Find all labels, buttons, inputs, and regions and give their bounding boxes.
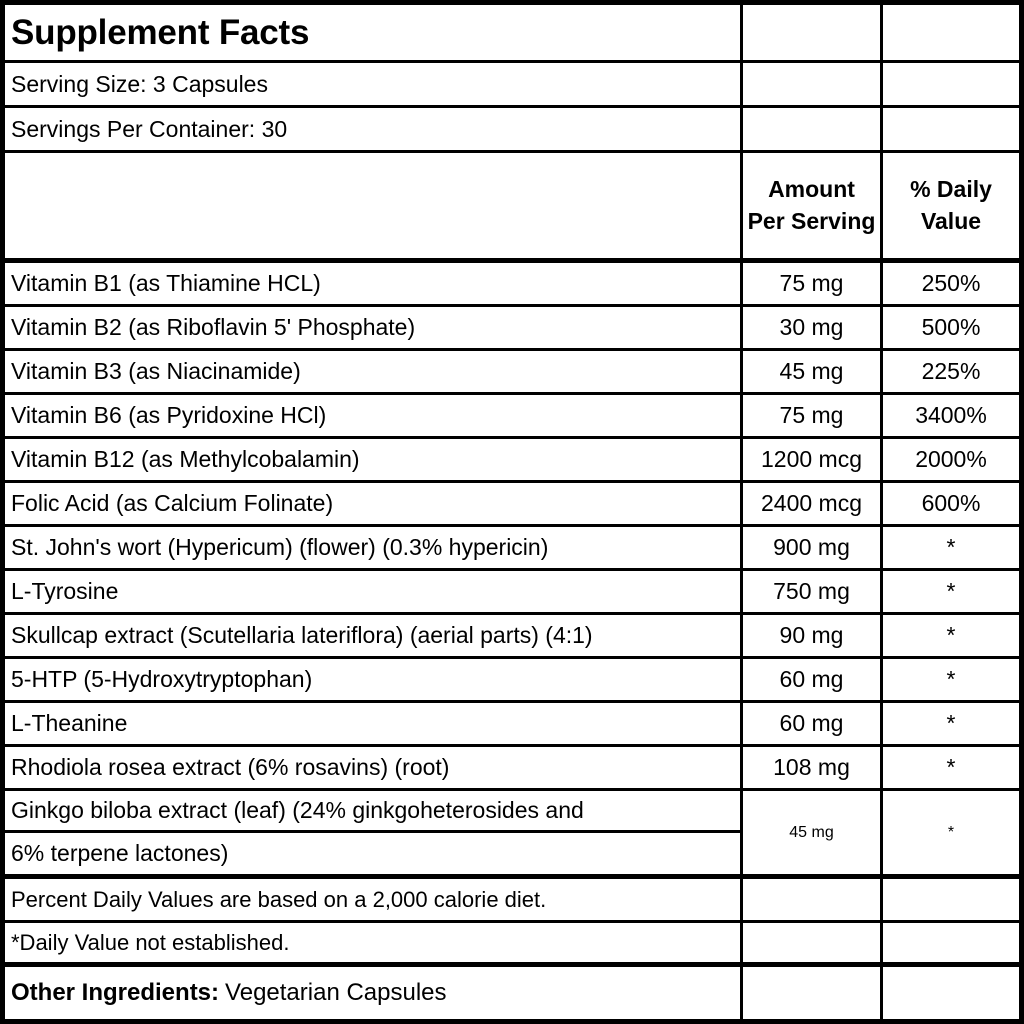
- ingredient-amount: 75 mg: [740, 395, 880, 436]
- ingredient-name: L-Tyrosine: [11, 578, 119, 604]
- daily-value-header: [880, 153, 1019, 258]
- ingredient-amount: 900 mg: [740, 527, 880, 568]
- ingredient-daily-value: 600%: [880, 483, 1019, 524]
- table-row: [5, 307, 1019, 351]
- ingredient-amount: 45 mg: [740, 791, 880, 874]
- ingredient-amount: 30 mg: [740, 307, 880, 348]
- other-ingredients-label: Other Ingredients:: [11, 979, 220, 1006]
- servings-amount-cell: [740, 108, 880, 150]
- footnote-dv-cell: [880, 879, 1019, 920]
- dv-not-established-note: *Daily Value not established.: [11, 929, 290, 955]
- table-row: [5, 263, 1019, 307]
- ingredient-amount: 108 mg: [740, 747, 880, 788]
- other-ingredients-amount-cell: [740, 967, 880, 1019]
- table-row: [5, 747, 1019, 791]
- table-row: [5, 351, 1019, 395]
- ingredient-name: Folic Acid (as Calcium Folinate): [11, 490, 334, 516]
- ingredient-name: L-Theanine: [11, 710, 128, 736]
- ingredient-name: Vitamin B12 (as Methylcobalamin): [11, 446, 360, 472]
- title-row-dv-cell: [880, 5, 1019, 60]
- table-row: [5, 439, 1019, 483]
- ingredient-name: Vitamin B3 (as Niacinamide): [11, 358, 301, 384]
- column-header-blank-cell: [5, 153, 740, 258]
- ingredient-amount: 90 mg: [740, 615, 880, 656]
- ingredient-daily-value: *: [880, 659, 1019, 700]
- ingredient-amount: 60 mg: [740, 703, 880, 744]
- ingredient-daily-value: 3400%: [880, 395, 1019, 436]
- percent-daily-values-note: Percent Daily Values are based on a 2,000 calorie diet.: [11, 886, 547, 912]
- ingredient-daily-value: *: [880, 615, 1019, 656]
- ingredient-daily-value: 250%: [880, 263, 1019, 304]
- ingredient-amount: 2400 mcg: [740, 483, 880, 524]
- column-header-row: [5, 153, 1019, 263]
- ingredient-daily-value: *: [880, 791, 1019, 874]
- ingredient-daily-value: *: [880, 703, 1019, 744]
- ingredient-amount: 60 mg: [740, 659, 880, 700]
- table-row: [5, 483, 1019, 527]
- servings-dv-cell: [880, 108, 1019, 150]
- amount-header-line1: Amount: [768, 175, 855, 202]
- footnote2-dv-cell: [880, 923, 1019, 962]
- servings-per-container-text: Servings Per Container: 30: [11, 115, 288, 142]
- ingredient-daily-value: *: [880, 747, 1019, 788]
- serving-size-dv-cell: [880, 63, 1019, 105]
- ingredient-name-multiline: [5, 791, 740, 874]
- ingredient-name: 5-HTP (5-Hydroxytryptophan): [11, 666, 313, 692]
- other-ingredients-row: [5, 967, 1019, 1019]
- serving-size-row: [5, 63, 1019, 108]
- ingredient-amount: 75 mg: [740, 263, 880, 304]
- servings-per-container-row: [5, 108, 1019, 153]
- other-ingredients-dv-cell: [880, 967, 1019, 1019]
- footnote2-amount-cell: [740, 923, 880, 962]
- ingredient-name-line2: 6% terpene lactones): [11, 839, 229, 866]
- dv-header-line2: Value: [920, 207, 982, 234]
- dv-not-established-row: [5, 923, 1019, 967]
- table-row: [5, 615, 1019, 659]
- ingredient-amount: 750 mg: [740, 571, 880, 612]
- table-row: [5, 527, 1019, 571]
- ingredient-daily-value: 225%: [880, 351, 1019, 392]
- ingredient-name: Rhodiola rosea extract (6% rosavins) (root): [11, 754, 450, 780]
- other-ingredients-cell: [5, 967, 740, 1019]
- ingredient-name: Skullcap extract (Scutellaria lateriflora) (aerial parts) (4:1): [11, 622, 593, 648]
- footnote-amount-cell: [740, 879, 880, 920]
- title-row: [5, 5, 1019, 63]
- serving-size-amount-cell: [740, 63, 880, 105]
- table-row-ginkgo: [5, 791, 1019, 879]
- table-row: [5, 395, 1019, 439]
- dv-header-line1: % Daily: [910, 175, 992, 202]
- ingredient-name: Vitamin B2 (as Riboflavin 5' Phosphate): [11, 314, 416, 340]
- ingredient-name: St. John's wort (Hypericum) (flower) (0.3% hypericin): [11, 534, 549, 560]
- ingredient-name: Vitamin B1 (as Thiamine HCL): [11, 270, 321, 296]
- title-row-amount-cell: [740, 5, 880, 60]
- table-row: [5, 703, 1019, 747]
- ingredient-amount: 45 mg: [740, 351, 880, 392]
- amount-per-serving-header: [740, 153, 880, 258]
- panel-title: Supplement Facts: [11, 12, 310, 52]
- ingredient-amount: 1200 mcg: [740, 439, 880, 480]
- percent-daily-values-row: [5, 879, 1019, 923]
- ingredient-daily-value: 2000%: [880, 439, 1019, 480]
- ingredient-name: Vitamin B6 (as Pyridoxine HCl): [11, 402, 327, 428]
- table-row: [5, 571, 1019, 615]
- other-ingredients-value: Vegetarian Capsules: [225, 979, 447, 1006]
- ingredient-daily-value: 500%: [880, 307, 1019, 348]
- ingredient-daily-value: *: [880, 571, 1019, 612]
- amount-header-line2: Per Serving: [747, 207, 876, 234]
- ingredient-daily-value: *: [880, 527, 1019, 568]
- ingredient-name-line1: Ginkgo biloba extract (leaf) (24% ginkgoheterosides and: [5, 791, 740, 833]
- table-row: [5, 659, 1019, 703]
- serving-size-text: Serving Size: 3 Capsules: [11, 70, 268, 97]
